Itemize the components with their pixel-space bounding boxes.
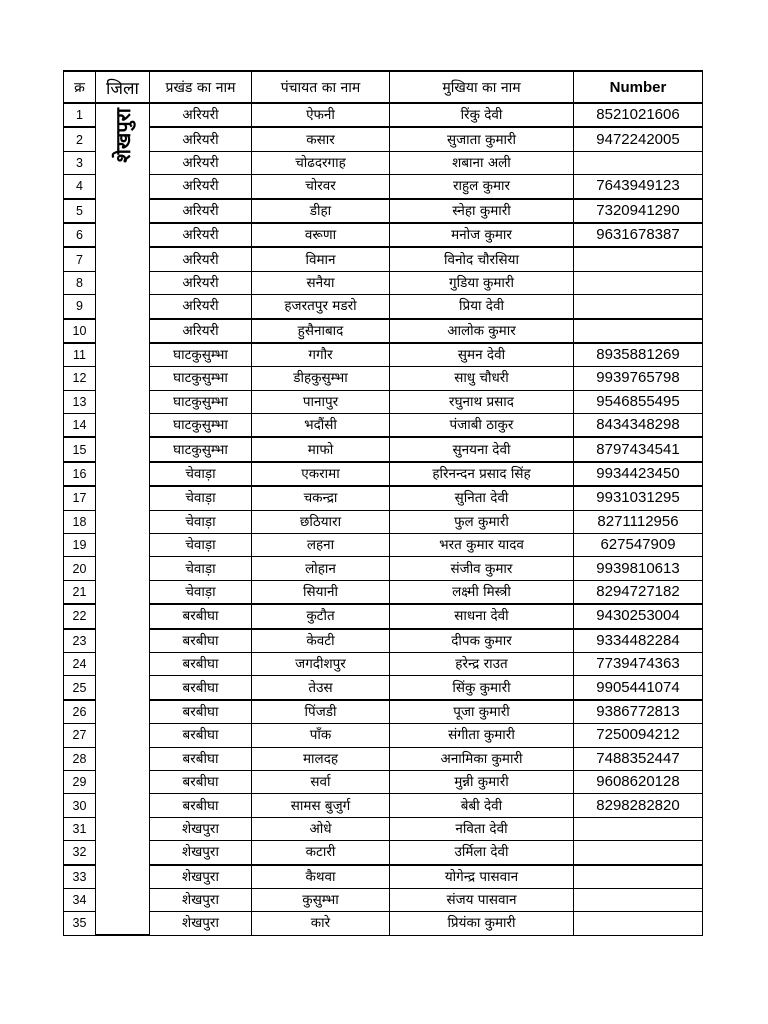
cell-number: 7488352447 [574, 747, 703, 770]
cell-sno: 4 [64, 175, 96, 199]
cell-sno: 2 [64, 127, 96, 151]
table-row [64, 151, 703, 174]
cell-block: चेवाड़ा [150, 462, 252, 486]
cell-mukhiya: रिंकु देवी [390, 103, 574, 127]
table-row [64, 580, 703, 604]
cell-sno: 14 [64, 414, 96, 438]
table-row [64, 557, 703, 580]
cell-sno: 12 [64, 367, 96, 390]
cell-sno: 19 [64, 534, 96, 557]
cell-block: बरबीघा [150, 700, 252, 724]
cell-mukhiya: लक्ष्मी मिस्त्री [390, 580, 574, 604]
cell-number: 9939765798 [574, 367, 703, 390]
cell-panchayat: लोहान [252, 557, 390, 580]
cell-sno: 6 [64, 223, 96, 247]
cell-block: बरबीघा [150, 629, 252, 653]
cell-sno: 16 [64, 462, 96, 486]
cell-number [574, 319, 703, 343]
cell-sno: 9 [64, 295, 96, 319]
table-row [64, 912, 703, 935]
cell-number: 9905441074 [574, 676, 703, 700]
cell-number: 9386772813 [574, 700, 703, 724]
header-panchayat: पंचायत का नाम [252, 71, 390, 103]
table-row [64, 437, 703, 461]
cell-sno: 27 [64, 724, 96, 747]
cell-panchayat: एकरामा [252, 462, 390, 486]
cell-block: चेवाड़ा [150, 580, 252, 604]
table-row [64, 841, 703, 865]
cell-mukhiya: संगीता कुमारी [390, 724, 574, 747]
cell-number [574, 841, 703, 865]
cell-number [574, 271, 703, 294]
cell-panchayat: कुसुम्भा [252, 888, 390, 911]
cell-mukhiya: रघुनाथ प्रसाद [390, 390, 574, 413]
table-row [64, 770, 703, 793]
cell-panchayat: सामस बुजुर्ग [252, 794, 390, 817]
table-row [64, 247, 703, 271]
cell-number [574, 912, 703, 935]
cell-district [96, 103, 150, 935]
table-row [64, 175, 703, 199]
header-sno: क्र [64, 71, 96, 103]
cell-mukhiya: उर्मिला देवी [390, 841, 574, 865]
cell-panchayat: सर्वा [252, 770, 390, 793]
cell-block: अरियरी [150, 103, 252, 127]
cell-mukhiya: साधना देवी [390, 604, 574, 628]
cell-sno: 3 [64, 151, 96, 174]
cell-mukhiya: सिंकु कुमारी [390, 676, 574, 700]
table-row [64, 103, 703, 127]
table-row [64, 794, 703, 817]
cell-block: घाटकुसुम्भा [150, 437, 252, 461]
cell-number: 7250094212 [574, 724, 703, 747]
cell-mukhiya: पूजा कुमारी [390, 700, 574, 724]
cell-number [574, 865, 703, 889]
cell-mukhiya: मनोज कुमार [390, 223, 574, 247]
table-row [64, 510, 703, 533]
cell-block: शेखपुरा [150, 912, 252, 935]
cell-block: अरियरी [150, 247, 252, 271]
header-block: प्रखंड का नाम [150, 71, 252, 103]
cell-panchayat: कसार [252, 127, 390, 151]
table-row [64, 367, 703, 390]
cell-sno: 1 [64, 103, 96, 127]
cell-block: अरियरी [150, 175, 252, 199]
cell-mukhiya: सुनयना देवी [390, 437, 574, 461]
cell-sno: 30 [64, 794, 96, 817]
table-row [64, 462, 703, 486]
cell-sno: 8 [64, 271, 96, 294]
cell-block: चेवाड़ा [150, 557, 252, 580]
table-row [64, 390, 703, 413]
cell-number: 9631678387 [574, 223, 703, 247]
cell-block: बरबीघा [150, 747, 252, 770]
cell-panchayat: कुटौत [252, 604, 390, 628]
header-mukhiya: मुखिया का नाम [390, 71, 574, 103]
cell-mukhiya: हरिनन्दन प्रसाद सिंह [390, 462, 574, 486]
district-name: शेखपुरा [110, 108, 135, 163]
cell-sno: 21 [64, 580, 96, 604]
header-row [64, 71, 703, 103]
cell-sno: 10 [64, 319, 96, 343]
cell-mukhiya: हरेन्द्र राउत [390, 652, 574, 675]
cell-panchayat: पाँक [252, 724, 390, 747]
cell-block: अरियरी [150, 319, 252, 343]
cell-panchayat: माफो [252, 437, 390, 461]
cell-block: बरबीघा [150, 652, 252, 675]
cell-panchayat: हुसैनाबाद [252, 319, 390, 343]
cell-number [574, 817, 703, 840]
cell-number: 9334482284 [574, 629, 703, 653]
cell-panchayat: पिंजडी [252, 700, 390, 724]
cell-number: 8298282820 [574, 794, 703, 817]
cell-mukhiya: मुन्नी कुमारी [390, 770, 574, 793]
cell-panchayat: कटारी [252, 841, 390, 865]
table-row [64, 629, 703, 653]
table-row [64, 652, 703, 675]
cell-mukhiya: सुमन देवी [390, 343, 574, 367]
cell-sno: 35 [64, 912, 96, 935]
cell-sno: 25 [64, 676, 96, 700]
table-row [64, 534, 703, 557]
cell-block: घाटकुसुम्भा [150, 414, 252, 438]
table-row [64, 865, 703, 889]
cell-sno: 24 [64, 652, 96, 675]
cell-block: शेखपुरा [150, 888, 252, 911]
cell-mukhiya: भरत कुमार यादव [390, 534, 574, 557]
cell-mukhiya: विनोद चौरसिया [390, 247, 574, 271]
cell-panchayat: ओधे [252, 817, 390, 840]
cell-number: 9546855495 [574, 390, 703, 413]
cell-mukhiya: प्रिया देवी [390, 295, 574, 319]
table-row [64, 223, 703, 247]
cell-panchayat: लहना [252, 534, 390, 557]
cell-mukhiya: सुजाता कुमारी [390, 127, 574, 151]
table-row [64, 414, 703, 438]
cell-number: 9939810613 [574, 557, 703, 580]
cell-block: चेवाड़ा [150, 534, 252, 557]
cell-panchayat: चोरवर [252, 175, 390, 199]
cell-mukhiya: राहुल कुमार [390, 175, 574, 199]
cell-panchayat: मालदह [252, 747, 390, 770]
cell-number: 8935881269 [574, 343, 703, 367]
cell-block: अरियरी [150, 295, 252, 319]
cell-panchayat: हजरतपुर मडरो [252, 295, 390, 319]
cell-number: 8521021606 [574, 103, 703, 127]
cell-sno: 23 [64, 629, 96, 653]
cell-mukhiya: बेबी देवी [390, 794, 574, 817]
table-row [64, 295, 703, 319]
cell-sno: 26 [64, 700, 96, 724]
cell-number: 627547909 [574, 534, 703, 557]
cell-panchayat: जगदीशपुर [252, 652, 390, 675]
cell-panchayat: वरूणा [252, 223, 390, 247]
header-number: Number [574, 71, 703, 103]
cell-number: 9430253004 [574, 604, 703, 628]
mukhiya-table [63, 70, 703, 936]
cell-number: 9608620128 [574, 770, 703, 793]
table-row [64, 700, 703, 724]
cell-panchayat: चकन्द्रा [252, 486, 390, 510]
cell-panchayat: चोढदरगाह [252, 151, 390, 174]
cell-panchayat: सियानी [252, 580, 390, 604]
table-row [64, 343, 703, 367]
cell-mukhiya: फुल कुमारी [390, 510, 574, 533]
cell-block: बरबीघा [150, 676, 252, 700]
cell-mukhiya: प्रियंका कुमारी [390, 912, 574, 935]
cell-panchayat: गगौर [252, 343, 390, 367]
cell-block: घाटकुसुम्भा [150, 367, 252, 390]
cell-number: 7643949123 [574, 175, 703, 199]
cell-block: बरबीघा [150, 794, 252, 817]
cell-block: शेखपुरा [150, 841, 252, 865]
table-row [64, 676, 703, 700]
cell-mukhiya: अनामिका कुमारी [390, 747, 574, 770]
table-row [64, 747, 703, 770]
cell-sno: 33 [64, 865, 96, 889]
cell-sno: 7 [64, 247, 96, 271]
table-row [64, 271, 703, 294]
cell-mukhiya: साधु चौधरी [390, 367, 574, 390]
cell-number: 7320941290 [574, 199, 703, 223]
cell-number: 8434348298 [574, 414, 703, 438]
cell-sno: 31 [64, 817, 96, 840]
cell-sno: 32 [64, 841, 96, 865]
cell-panchayat: सनैया [252, 271, 390, 294]
cell-block: अरियरी [150, 223, 252, 247]
cell-block: बरबीघा [150, 770, 252, 793]
cell-panchayat: कारे [252, 912, 390, 935]
cell-sno: 22 [64, 604, 96, 628]
cell-block: बरबीघा [150, 604, 252, 628]
cell-panchayat: तेउस [252, 676, 390, 700]
header-district: जिला [96, 71, 150, 103]
table-row [64, 127, 703, 151]
cell-mukhiya: पंजाबी ठाकुर [390, 414, 574, 438]
cell-number [574, 888, 703, 911]
cell-block: बरबीघा [150, 724, 252, 747]
cell-panchayat: विमान [252, 247, 390, 271]
cell-panchayat: भदौंसी [252, 414, 390, 438]
cell-number [574, 151, 703, 174]
mukhiya-table-sheet [63, 70, 702, 936]
cell-panchayat: डीहा [252, 199, 390, 223]
cell-mukhiya: संजय पासवान [390, 888, 574, 911]
cell-block: चेवाड़ा [150, 510, 252, 533]
cell-sno: 13 [64, 390, 96, 413]
cell-mukhiya: नविता देवी [390, 817, 574, 840]
cell-number: 9931031295 [574, 486, 703, 510]
cell-number: 8797434541 [574, 437, 703, 461]
cell-block: अरियरी [150, 199, 252, 223]
cell-sno: 17 [64, 486, 96, 510]
table-row [64, 319, 703, 343]
cell-block: अरियरी [150, 151, 252, 174]
table-row [64, 724, 703, 747]
cell-number [574, 295, 703, 319]
cell-block: घाटकुसुम्भा [150, 390, 252, 413]
cell-block: शेखपुरा [150, 817, 252, 840]
cell-number: 7739474363 [574, 652, 703, 675]
table-row [64, 199, 703, 223]
cell-sno: 28 [64, 747, 96, 770]
cell-number: 9472242005 [574, 127, 703, 151]
cell-panchayat: ऐफनी [252, 103, 390, 127]
cell-block: अरियरी [150, 127, 252, 151]
cell-number [574, 247, 703, 271]
cell-panchayat: केवटी [252, 629, 390, 653]
cell-block: चेवाड़ा [150, 486, 252, 510]
cell-number: 9934423450 [574, 462, 703, 486]
cell-sno: 18 [64, 510, 96, 533]
cell-mukhiya: संजीव कुमार [390, 557, 574, 580]
cell-block: अरियरी [150, 271, 252, 294]
cell-panchayat: कैथवा [252, 865, 390, 889]
cell-sno: 5 [64, 199, 96, 223]
table-row [64, 486, 703, 510]
cell-mukhiya: स्नेहा कुमारी [390, 199, 574, 223]
cell-panchayat: छठियारा [252, 510, 390, 533]
cell-block: घाटकुसुम्भा [150, 343, 252, 367]
table-row [64, 888, 703, 911]
cell-panchayat: डीहकुसुम्भा [252, 367, 390, 390]
cell-sno: 20 [64, 557, 96, 580]
cell-sno: 15 [64, 437, 96, 461]
cell-mukhiya: दीपक कुमार [390, 629, 574, 653]
table-row [64, 604, 703, 628]
cell-sno: 34 [64, 888, 96, 911]
cell-mukhiya: शबाना अली [390, 151, 574, 174]
cell-number: 8294727182 [574, 580, 703, 604]
cell-panchayat: पानापुर [252, 390, 390, 413]
cell-mukhiya: योगेन्द्र पासवान [390, 865, 574, 889]
cell-mukhiya: गुडिया कुमारी [390, 271, 574, 294]
cell-sno: 11 [64, 343, 96, 367]
cell-sno: 29 [64, 770, 96, 793]
cell-number: 8271112956 [574, 510, 703, 533]
cell-block: शेखपुरा [150, 865, 252, 889]
cell-mukhiya: आलोक कुमार [390, 319, 574, 343]
table-row [64, 817, 703, 840]
cell-mukhiya: सुनिता देवी [390, 486, 574, 510]
